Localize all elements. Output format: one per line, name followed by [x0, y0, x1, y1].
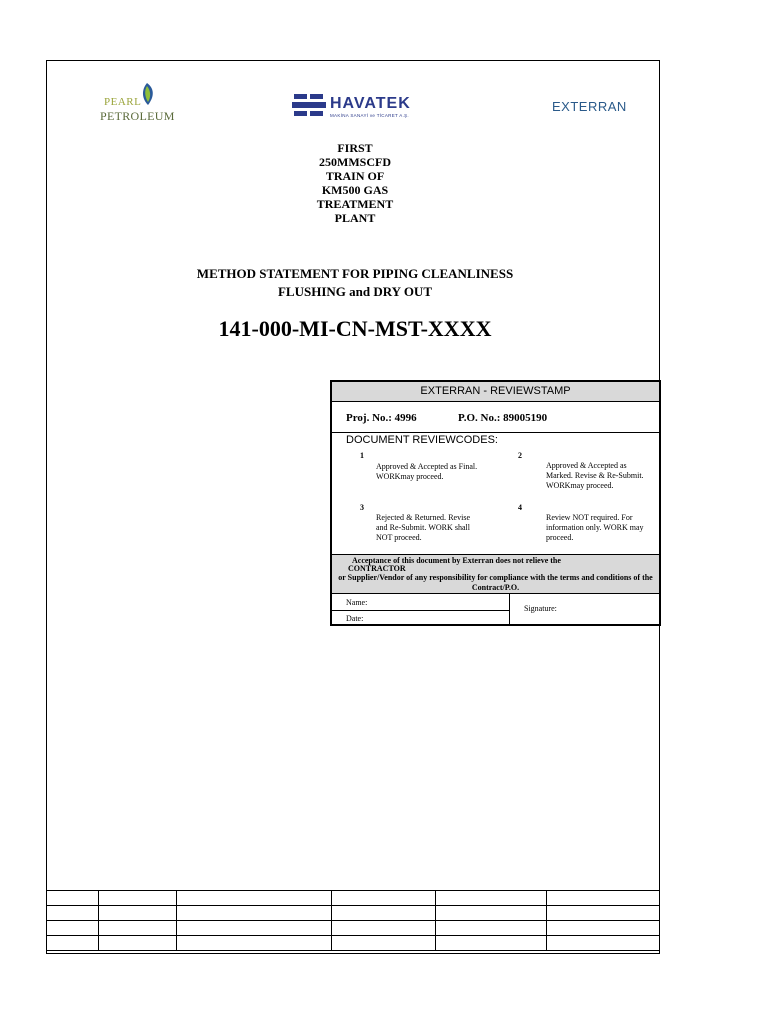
- project-title-line: KM500 GAS: [321, 183, 389, 197]
- method-title-line: METHOD STATEMENT FOR PIPING CLEANLINESS: [196, 266, 514, 281]
- project-title-line: FIRST: [337, 141, 373, 155]
- table-cell: [47, 891, 99, 906]
- name-label: Name:: [346, 598, 368, 607]
- review-code-number: 4: [518, 503, 522, 512]
- table-row: [47, 936, 660, 951]
- project-title: [290, 141, 420, 225]
- table-row: [47, 906, 660, 921]
- table-cell: [176, 936, 331, 951]
- table-cell: [331, 891, 436, 906]
- review-code-number: 3: [360, 503, 364, 512]
- disclaimer-line: CONTRACTOR: [348, 564, 406, 573]
- review-code-text: Approved & Accepted as Final. WORKmay proceed.: [376, 462, 478, 481]
- project-title-line: TRAIN OF: [325, 169, 385, 183]
- project-title-line: TREATMENT: [316, 197, 394, 211]
- table-cell: [547, 906, 660, 921]
- stamp-divider: [509, 594, 510, 624]
- table-cell: [331, 921, 436, 936]
- table-cell: [176, 891, 331, 906]
- pearl-logo-line2: PETROLEUM: [100, 109, 175, 123]
- table-cell: [47, 921, 99, 936]
- stamp-divider: [332, 610, 509, 611]
- table-cell: [436, 906, 547, 921]
- date-label: Date:: [346, 614, 364, 623]
- method-title-line: FLUSHING and DRY OUT: [277, 284, 432, 299]
- table-cell: [176, 906, 331, 921]
- havatek-mark-icon: [292, 93, 326, 121]
- review-codes-title: DOCUMENT REVIEWCODES:: [346, 434, 498, 446]
- project-title-line: 250MMSCFD: [319, 155, 391, 169]
- stamp-disclaimer: [332, 554, 659, 594]
- table-cell: [98, 936, 176, 951]
- table-cell: [47, 936, 99, 951]
- revision-table: [46, 890, 660, 951]
- table-cell: [547, 891, 660, 906]
- table-cell: [436, 936, 547, 951]
- exterran-logo-name: EXTERRAN: [552, 99, 627, 114]
- stamp-signature-block: [332, 594, 659, 624]
- document-number: 141-000-MI-CN-MST-XXXX: [218, 316, 492, 341]
- project-number: Proj. No.: 4996: [346, 412, 417, 424]
- table-row: [47, 921, 660, 936]
- table-cell: [436, 891, 547, 906]
- table-cell: [331, 906, 436, 921]
- table-cell: [547, 936, 660, 951]
- table-cell: [98, 891, 176, 906]
- signature-label: Signature:: [524, 604, 557, 613]
- po-number: P.O. No.: 89005190: [458, 412, 548, 424]
- review-code-text: Rejected & Returned. Revise and Re-Submit. WORK shall NOT proceed.: [376, 513, 470, 542]
- havatek-logo-subtitle: MAKİNA SANAYİ ve TİCARET A.Ş.: [330, 113, 409, 118]
- review-code-number: 2: [518, 451, 522, 460]
- table-cell: [331, 936, 436, 951]
- havatek-logo: [292, 93, 462, 123]
- stamp-project-row: [332, 402, 659, 433]
- table-cell: [436, 921, 547, 936]
- pearl-logo-line1: PEARL: [104, 96, 142, 108]
- havatek-logo-name: HAVATEK: [330, 95, 411, 112]
- table-cell: [98, 906, 176, 921]
- pearl-petroleum-logo: [100, 82, 180, 124]
- stamp-header: EXTERRAN - REVIEWSTAMP: [332, 382, 659, 402]
- table-cell: [547, 921, 660, 936]
- review-stamp: [330, 380, 661, 626]
- table-cell: [98, 921, 176, 936]
- disclaimer-line: Acceptance of this document by Exterran does not relieve the: [352, 556, 561, 565]
- review-code-number: 1: [360, 451, 364, 460]
- review-code-text: Approved & Accepted as Marked. Revise & Re-Submit. WORKmay proceed.: [546, 461, 644, 490]
- exterran-logo: [552, 98, 652, 118]
- table-cell: [176, 921, 331, 936]
- project-title-line: PLANT: [334, 211, 376, 225]
- review-code-text: Review NOT required. For information only. WORK may proceed.: [546, 513, 644, 542]
- table-row: [47, 891, 660, 906]
- method-statement-title: [140, 265, 570, 301]
- table-cell: [47, 906, 99, 921]
- disclaimer-line: or Supplier/Vendor of any responsibility for compliance with the terms and conditions of the Contract/P.O.: [338, 573, 653, 592]
